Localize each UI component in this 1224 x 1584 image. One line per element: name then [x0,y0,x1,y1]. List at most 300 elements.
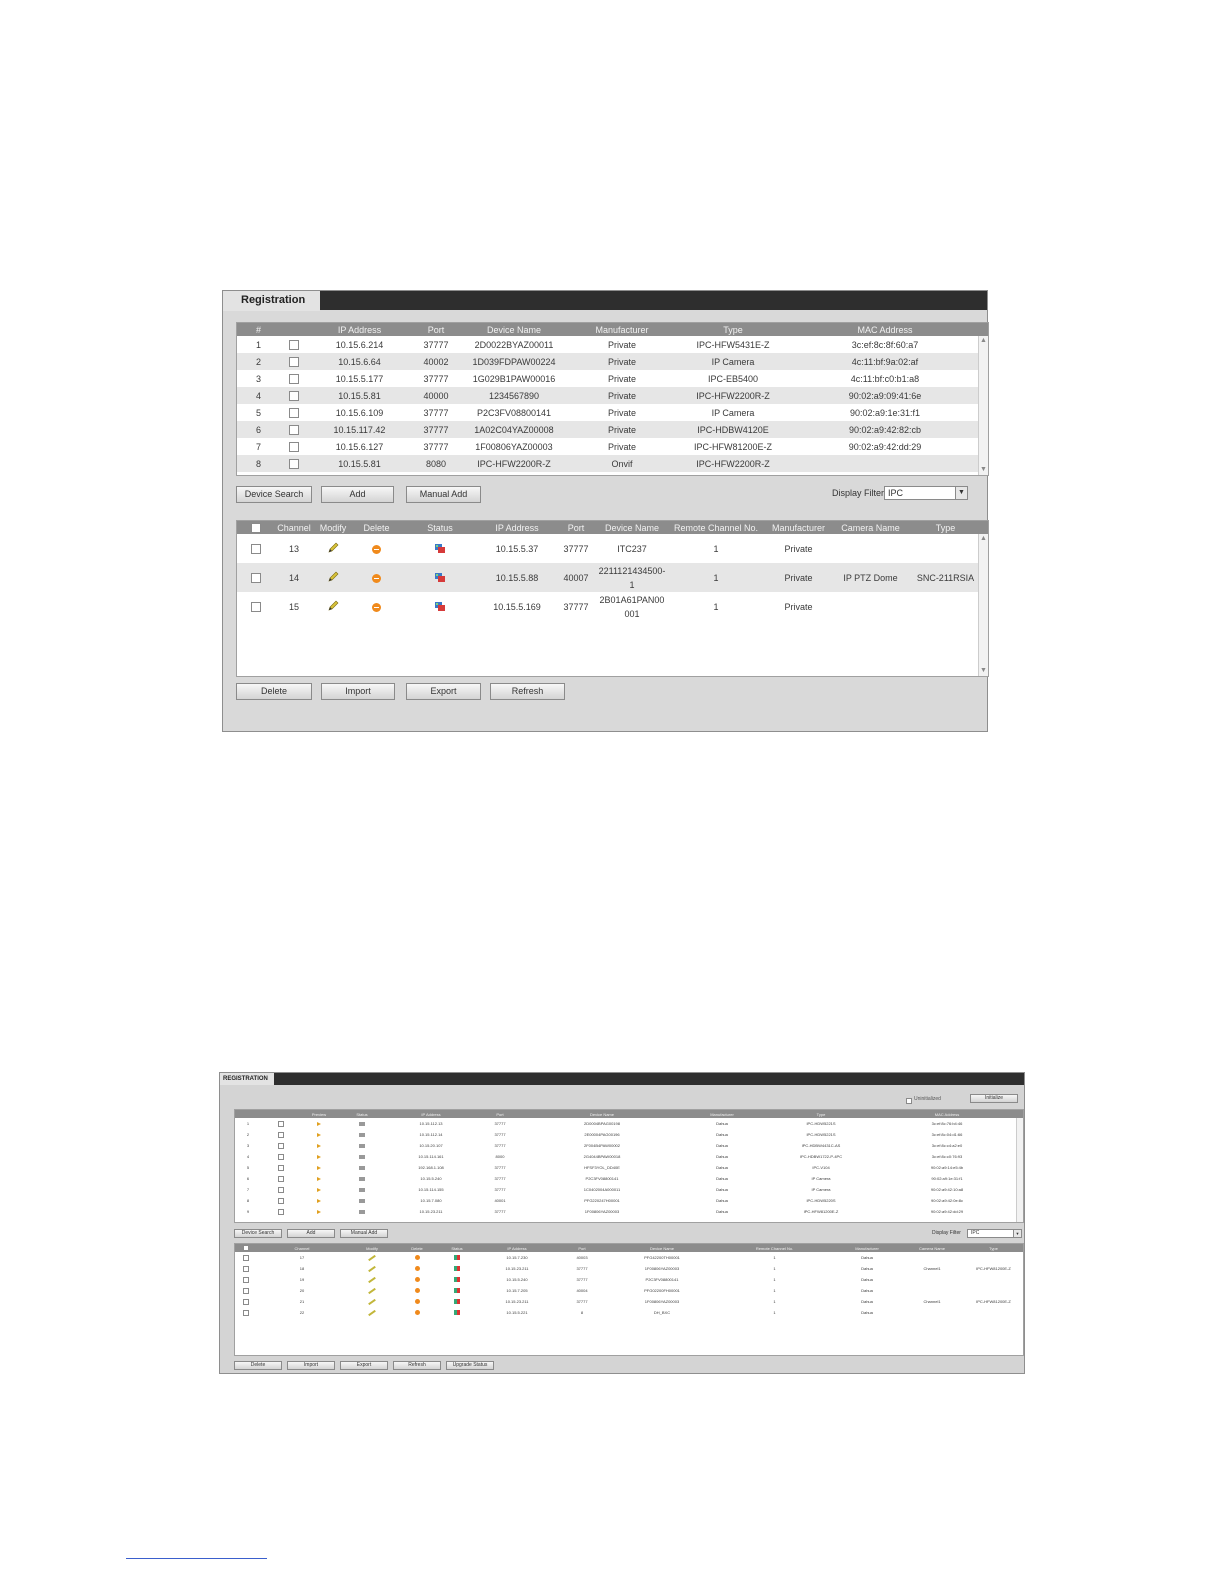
network-icon [359,1188,365,1192]
cell-text: 2211121434500-1 [598,565,666,590]
delete-cell[interactable] [397,1274,437,1285]
delete-cell[interactable] [397,1285,437,1296]
chevron-down-icon: ▼ [955,487,967,499]
table-cell: 3c:ef:8c:c4:a2:e0 [931,1143,963,1148]
column-header[interactable]: Channel [257,1244,347,1252]
table-cell: Private [567,421,677,438]
column-header[interactable]: MAC Address [877,1110,1017,1118]
row-checkbox[interactable] [243,1277,249,1283]
column-header[interactable]: Modify [347,1244,397,1252]
table-row[interactable] [235,1151,1024,1162]
preview-cell[interactable] [301,1195,337,1206]
row-checkbox[interactable] [289,374,299,384]
table-cell [910,534,981,563]
cell-text: Private [784,601,813,612]
row-checkbox-cell[interactable] [261,1118,301,1129]
table-cell [554,534,598,563]
column-header[interactable]: Delete [353,521,400,534]
select-all-checkbox[interactable] [243,1245,249,1251]
play-icon[interactable] [317,1199,321,1203]
column-header[interactable]: IP Address [308,323,411,336]
table-cell: 1F00806YAZ00003 [644,1266,680,1271]
table-cell [831,592,910,621]
preview-cell[interactable] [301,1140,337,1151]
column-header[interactable]: Status [400,521,480,534]
row-checkbox-cell[interactable] [280,387,308,404]
cell-text: 1 [713,572,719,583]
network-icon [359,1122,365,1126]
column-header[interactable] [235,1110,261,1118]
row-checkbox[interactable] [243,1266,249,1272]
status-cell [400,534,480,563]
play-icon[interactable] [317,1210,321,1214]
delete-icon[interactable] [415,1255,420,1260]
delete-icon[interactable] [372,574,381,583]
registration-window [222,290,988,732]
row-checkbox-cell[interactable] [235,1252,257,1263]
column-header[interactable]: Modify [313,521,353,534]
initialize-button[interactable]: Initialize [970,1094,1018,1103]
row-checkbox[interactable] [289,459,299,469]
column-header[interactable]: Camera Name [902,1244,962,1252]
table-cell: IPC-EB5400 [707,373,759,384]
table-row[interactable] [235,1263,1024,1274]
pencil-icon[interactable] [368,1255,376,1261]
column-header[interactable]: Manufacturer [679,1110,765,1118]
modify-cell[interactable] [313,563,353,592]
search-table-header [237,323,989,336]
column-header[interactable]: Delete [397,1244,437,1252]
select-all-checkbox[interactable] [251,523,261,533]
tab-registration[interactable]: REGISTRATION [220,1073,274,1085]
preview-cell[interactable] [301,1151,337,1162]
delete-cell[interactable] [397,1263,437,1274]
play-icon[interactable] [317,1188,321,1192]
table-row[interactable] [235,1274,1024,1285]
table-cell: Dahua [861,1266,873,1271]
row-checkbox-cell[interactable] [261,1151,301,1162]
table-row[interactable] [235,1173,1024,1184]
preview-cell[interactable] [301,1206,337,1217]
status-cell [337,1206,387,1217]
table-row[interactable] [237,563,989,592]
table-row[interactable] [237,370,989,387]
cell-text: 10.15.5.88 [495,572,539,583]
row-index: 7 [255,441,261,452]
table-cell: IP Camera [811,1187,831,1192]
pencil-icon[interactable] [368,1310,376,1316]
table-row[interactable] [237,455,989,472]
table-cell: 10.15.7.230 [506,1255,528,1260]
table-cell: 90:02:a9:09:41:6e [789,387,981,404]
delete-icon[interactable] [415,1288,420,1293]
table-row[interactable] [235,1140,1024,1151]
table-cell: IPC-HFW81200E-Z [803,1209,839,1214]
play-icon[interactable] [317,1122,321,1126]
table-cell: Onvif [567,455,677,472]
table-cell: 37777 [494,1187,506,1192]
table-cell: P2C3FV08800141 [476,407,552,418]
preview-cell[interactable] [301,1118,337,1129]
row-checkbox-cell[interactable] [261,1206,301,1217]
table-cell: Channel1 [923,1299,941,1304]
display-filter-label: Display Filter [932,1230,961,1236]
table-cell: 192.168.1.108 [418,1165,444,1170]
upgrade-status-button[interactable]: Upgrade Status [446,1361,494,1370]
row-index: 1 [246,1121,250,1126]
row-checkbox[interactable] [278,1132,284,1138]
table-row[interactable] [237,336,989,353]
column-header[interactable] [261,1110,301,1118]
row-checkbox-cell[interactable] [280,438,308,455]
add-button[interactable]: Add [287,1229,335,1238]
table-cell: IPC-HFW5431E-Z [696,339,770,350]
display-filter-value: IPC [971,1230,980,1236]
delete-button[interactable]: Delete [234,1361,282,1370]
table-cell: 10.15.7.205 [506,1288,528,1293]
table-cell: 37777 [494,1165,506,1170]
export-button[interactable]: Export [406,683,481,700]
row-checkbox[interactable] [289,442,299,452]
manual-add-button[interactable]: Manual Add [340,1229,388,1238]
network-status-icon [454,1266,460,1271]
row-checkbox-cell[interactable] [280,404,308,421]
row-checkbox-cell[interactable] [280,370,308,387]
row-checkbox-cell[interactable] [235,1285,257,1296]
table-cell [902,1285,962,1296]
column-header[interactable]: Port [554,521,598,534]
device-search-button[interactable]: Device Search [236,486,312,503]
modify-cell[interactable] [313,592,353,621]
refresh-button[interactable]: Refresh [393,1361,441,1370]
modify-cell[interactable] [347,1263,397,1274]
modify-cell[interactable] [347,1307,397,1318]
pencil-icon[interactable] [327,571,339,583]
row-checkbox[interactable] [278,1143,284,1149]
cell-text: 2B01A61PAN00001 [599,594,665,619]
column-header[interactable]: Camera Name [831,521,910,534]
column-header[interactable]: Port [557,1244,607,1252]
table-cell [962,1307,1024,1318]
table-cell: Channel1 [923,1266,941,1271]
cell-text: SNC-211RSIA [916,572,975,583]
table-row[interactable] [235,1206,1024,1217]
added-table-scrollbar[interactable]: ▲ ▼ [980,535,987,674]
column-header[interactable]: Manufacturer [567,323,677,336]
row-checkbox[interactable] [289,425,299,435]
status-cell [400,592,480,621]
column-header[interactable]: Device Name [598,521,666,534]
row-checkbox[interactable] [278,1121,284,1127]
row-checkbox-cell[interactable] [280,353,308,370]
row-checkbox[interactable] [243,1310,249,1316]
column-header[interactable]: Port [411,323,461,336]
table-cell [766,534,831,563]
column-header[interactable]: Status [437,1244,477,1252]
row-checkbox-cell[interactable] [235,1296,257,1307]
table-row[interactable] [235,1296,1024,1307]
play-icon[interactable] [317,1133,321,1137]
delete-icon[interactable] [415,1299,420,1304]
row-checkbox[interactable] [243,1299,249,1305]
column-header[interactable]: Manufacturer [766,521,831,534]
title-bar [223,291,987,310]
modify-cell[interactable] [347,1285,397,1296]
table-cell: 2F004B4PAW00002 [583,1143,621,1148]
row-checkbox[interactable] [251,544,261,554]
refresh-button[interactable]: Refresh [490,683,565,700]
table-cell [962,1252,1024,1263]
column-header[interactable]: IP Address [480,521,554,534]
modify-cell[interactable] [347,1274,397,1285]
row-checkbox-cell[interactable] [261,1195,301,1206]
row-checkbox[interactable] [251,573,261,583]
added-table-header [235,1244,1024,1252]
cell-text: IP PTZ Dome [843,572,898,583]
delete-cell[interactable] [397,1307,437,1318]
pencil-icon[interactable] [327,600,339,612]
preview-cell[interactable] [301,1173,337,1184]
row-checkbox[interactable] [251,602,261,612]
table-cell: IPC-V104 [812,1165,830,1170]
row-checkbox[interactable] [278,1187,284,1193]
table-cell [831,563,910,592]
table-row[interactable] [237,387,989,404]
row-index: 4 [246,1154,250,1159]
delete-icon[interactable] [415,1310,420,1315]
table-row[interactable] [235,1118,1024,1129]
table-row[interactable] [237,353,989,370]
column-header[interactable]: Manufacturer [832,1244,902,1252]
row-checkbox-cell[interactable] [261,1129,301,1140]
cell-text: ITC237 [617,543,647,554]
row-checkbox[interactable] [289,357,299,367]
table-cell [598,534,666,563]
table-cell: 1234567890 [461,387,567,404]
column-header[interactable]: MAC Address [789,323,981,336]
table-row[interactable] [237,534,989,563]
column-header[interactable]: Type [962,1244,1024,1252]
tab-registration[interactable]: Registration [223,291,320,311]
column-header[interactable]: IP Address [477,1244,557,1252]
table-cell: Dahua [716,1176,728,1181]
table-cell: 10.15.6.109 [335,407,384,418]
table-cell: 40001 [494,1198,506,1203]
row-checkbox-cell[interactable] [235,1274,257,1285]
modify-cell[interactable] [313,534,353,563]
pencil-icon[interactable] [327,542,339,554]
row-checkbox-cell[interactable] [280,455,308,472]
column-header[interactable]: Type [765,1110,877,1118]
table-cell: Dahua [716,1132,728,1137]
column-header[interactable]: Channel [275,521,313,534]
row-checkbox[interactable] [278,1176,284,1182]
status-cell [400,563,480,592]
table-cell: 40003 [576,1255,588,1260]
play-icon[interactable] [317,1155,321,1159]
column-header[interactable] [237,521,275,534]
column-header[interactable]: Device Name [607,1244,717,1252]
pencil-icon[interactable] [368,1299,376,1305]
column-header[interactable]: Remote Channel No. [666,521,766,534]
network-icon [359,1199,365,1203]
table-cell: DH_BXC [653,1310,671,1315]
column-header[interactable]: Type [910,521,981,534]
display-filter-label: Display Filter [832,488,885,498]
delete-cell[interactable] [353,563,400,592]
table-cell: 10.15.6.127 [335,441,384,452]
column-header[interactable]: Device Name [461,323,567,336]
column-header[interactable]: Status [337,1110,387,1118]
table-row[interactable] [235,1162,1024,1173]
table-cell: IPC-HDBW1722-P-4PC [799,1154,843,1159]
column-header[interactable]: Port [475,1110,525,1118]
channel-cell: 20 [299,1288,305,1293]
table-cell: Dahua [716,1121,728,1126]
table-cell: 10.15.6.64 [308,353,411,370]
table-row[interactable] [237,404,989,421]
column-header[interactable]: Preview [301,1110,337,1118]
table-row[interactable] [235,1184,1024,1195]
table-cell: 3c:ef:8c:76:b4:46 [931,1121,963,1126]
table-cell [902,1274,962,1285]
channel-cell: 17 [299,1255,305,1260]
status-cell [337,1195,387,1206]
modify-cell[interactable] [347,1296,397,1307]
table-cell [480,592,554,621]
table-cell [902,1307,962,1318]
delete-icon[interactable] [415,1266,420,1271]
column-header[interactable]: Device Name [525,1110,679,1118]
table-cell: 40004 [576,1288,588,1293]
row-checkbox[interactable] [243,1288,249,1294]
table-cell [910,592,981,621]
scroll-header-spacer [981,323,989,336]
table-cell: 1 [773,1266,776,1271]
table-cell: 10.15.7.080 [420,1198,442,1203]
table-cell: 10.15.114.155 [418,1187,444,1192]
add-button[interactable]: Add [321,486,394,503]
search-table-scrollbar[interactable] [1016,1118,1023,1222]
table-row[interactable] [237,421,989,438]
row-checkbox[interactable] [289,408,299,418]
manual-add-button[interactable]: Manual Add [406,486,481,503]
row-checkbox[interactable] [243,1255,249,1261]
table-cell: 10.15.112.14 [419,1132,443,1137]
row-checkbox[interactable] [278,1154,284,1160]
preview-cell[interactable] [301,1184,337,1195]
column-header[interactable]: IP Address [387,1110,475,1118]
table-cell: 90:02:a9:42:dd:29 [848,441,922,452]
row-checkbox-cell[interactable] [261,1140,301,1151]
delete-button[interactable]: Delete [236,683,312,700]
row-checkbox-cell[interactable] [261,1184,301,1195]
table-cell: 90:02:a9:1e:31:f1 [849,407,921,418]
column-header[interactable]: Type [677,323,789,336]
table-row[interactable] [235,1285,1024,1296]
cell-text: 37777 [563,543,589,554]
row-checkbox-cell[interactable] [261,1173,301,1184]
delete-cell[interactable] [397,1296,437,1307]
row-checkbox[interactable] [278,1165,284,1171]
preview-cell[interactable] [301,1162,337,1173]
footer-link-underline [126,1558,267,1559]
row-checkbox-cell[interactable] [280,336,308,353]
table-cell: 10.15.5.221 [506,1310,528,1315]
table-cell: IPC-HDW5221S [806,1132,836,1137]
table-cell: Dahua [716,1165,728,1170]
delete-cell[interactable] [353,534,400,563]
table-cell: 90:02:a9:42:82:cb [789,421,981,438]
column-header[interactable] [235,1244,257,1252]
table-cell: 1D039FDPAW00224 [461,353,567,370]
row-checkbox-cell[interactable] [261,1162,301,1173]
row-checkbox-cell[interactable] [235,1307,257,1318]
row-checkbox-cell[interactable] [235,1263,257,1274]
row-checkbox[interactable] [278,1209,284,1215]
display-filter-value: IPC [888,488,904,498]
display-filter-select[interactable] [884,486,968,500]
export-button[interactable]: Export [340,1361,388,1370]
delete-cell[interactable] [353,592,400,621]
row-checkbox[interactable] [289,391,299,401]
table-row[interactable] [237,592,989,621]
table-row[interactable] [235,1252,1024,1263]
play-icon[interactable] [317,1144,321,1148]
preview-cell[interactable] [301,1129,337,1140]
row-checkbox[interactable] [278,1198,284,1204]
pencil-icon[interactable] [368,1277,376,1283]
network-icon [359,1166,365,1170]
modify-cell[interactable] [347,1252,397,1263]
table-row[interactable] [235,1307,1024,1318]
delete-cell[interactable] [397,1252,437,1263]
pencil-icon[interactable] [368,1288,376,1294]
row-checkbox-cell[interactable] [280,421,308,438]
delete-icon[interactable] [415,1277,420,1282]
row-checkbox[interactable] [289,340,299,350]
row-checkbox-cell[interactable] [237,534,275,563]
table-cell: Dahua [716,1143,728,1148]
column-header[interactable]: Remote Channel No. [717,1244,832,1252]
table-cell: HFSF3YOL_DD40E [584,1165,620,1170]
play-icon[interactable] [317,1177,321,1181]
delete-icon[interactable] [372,603,381,612]
table-row[interactable] [235,1195,1024,1206]
delete-icon[interactable] [372,545,381,554]
column-header[interactable]: # [237,323,280,336]
table-cell: 1 [773,1310,776,1315]
play-icon[interactable] [317,1166,321,1170]
uninitialized-checkbox[interactable] [906,1098,912,1104]
import-button[interactable]: Import [287,1361,335,1370]
row-checkbox-cell[interactable] [237,563,275,592]
table-cell: PFG02200FH00001 [644,1288,680,1293]
import-button[interactable]: Import [321,683,395,700]
table-cell: Private [607,339,636,350]
table-row[interactable] [235,1129,1024,1140]
status-cell [437,1263,477,1274]
row-checkbox-cell[interactable] [237,592,275,621]
cell-text: 10.15.5.169 [493,601,541,612]
pencil-icon[interactable] [368,1266,376,1272]
display-filter-select[interactable] [967,1229,1022,1238]
column-header[interactable] [280,323,308,336]
table-row[interactable] [237,438,989,455]
device-search-button[interactable]: Device Search [234,1229,282,1238]
search-table-scrollbar[interactable]: ▲ ▼ [980,337,987,473]
table-cell: IPC-HFW2200R-Z [461,455,567,472]
